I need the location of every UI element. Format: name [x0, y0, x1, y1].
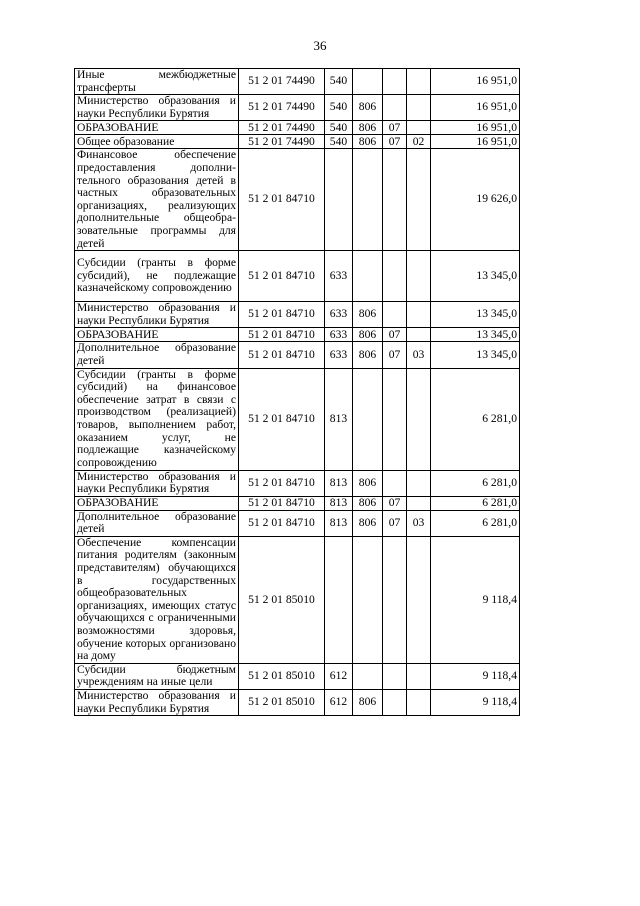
table-row	[75, 302, 520, 328]
expense-type-code-cell: 813	[325, 368, 353, 470]
table-row	[75, 69, 520, 95]
expense-type-code-cell	[325, 536, 353, 663]
amount-cell: 16 951,0	[431, 95, 520, 121]
table-row	[75, 470, 520, 496]
table-row	[75, 342, 520, 368]
amount-cell: 13 345,0	[431, 328, 520, 342]
expense-type-code-cell: 633	[325, 342, 353, 368]
subsection-code-cell	[407, 121, 431, 135]
amount-cell: 9 118,4	[431, 663, 520, 689]
expense-type-code-cell: 540	[325, 95, 353, 121]
table-row	[75, 496, 520, 510]
subsection-code-cell	[407, 536, 431, 663]
ministry-code-cell: 806	[353, 470, 383, 496]
ministry-code-cell: 806	[353, 496, 383, 510]
subsection-code-cell	[407, 328, 431, 342]
ministry-code-cell: 806	[353, 328, 383, 342]
target-article-code-cell: 51 2 01 74490	[239, 135, 325, 149]
expense-type-code-cell: 612	[325, 690, 353, 716]
target-article-code-cell: 51 2 01 84710	[239, 328, 325, 342]
subsection-code-cell	[407, 496, 431, 510]
row-name-cell: Финансовое обеспечение предоставления дополнительного образования детей в частных образовательных организациях, реализующих дополнительные общеобразовательные программы для детей	[75, 149, 239, 251]
row-name-cell: Министерство образования и науки Республики Бурятия	[75, 95, 239, 121]
table-row	[75, 536, 520, 663]
table-row	[75, 251, 520, 302]
amount-cell: 16 951,0	[431, 69, 520, 95]
ministry-code-cell	[353, 663, 383, 689]
row-name-cell: Общее образование	[75, 135, 239, 149]
budget-table	[74, 68, 520, 716]
amount-cell: 13 345,0	[431, 251, 520, 302]
table-row	[75, 135, 520, 149]
section-code-cell	[383, 251, 407, 302]
expense-type-code-cell: 540	[325, 135, 353, 149]
target-article-code-cell: 51 2 01 84710	[239, 368, 325, 470]
ministry-code-cell	[353, 368, 383, 470]
expense-type-code-cell: 612	[325, 663, 353, 689]
amount-cell: 6 281,0	[431, 368, 520, 470]
ministry-code-cell	[353, 251, 383, 302]
target-article-code-cell: 51 2 01 74490	[239, 121, 325, 135]
subsection-code-cell	[407, 251, 431, 302]
section-code-cell	[383, 95, 407, 121]
expense-type-code-cell: 813	[325, 470, 353, 496]
subsection-code-cell	[407, 302, 431, 328]
expense-type-code-cell: 540	[325, 121, 353, 135]
subsection-code-cell: 02	[407, 135, 431, 149]
table-row	[75, 690, 520, 716]
expense-type-code-cell: 540	[325, 69, 353, 95]
row-name-cell: Субсидии бюджетным учреждениям на иные цели	[75, 663, 239, 689]
target-article-code-cell: 51 2 01 74490	[239, 69, 325, 95]
row-name-cell: Министерство образования и науки Республики Бурятия	[75, 470, 239, 496]
target-article-code-cell: 51 2 01 85010	[239, 663, 325, 689]
target-article-code-cell: 51 2 01 84710	[239, 470, 325, 496]
ministry-code-cell	[353, 536, 383, 663]
amount-cell: 6 281,0	[431, 496, 520, 510]
table-row	[75, 149, 520, 251]
row-name-cell: ОБРАЗОВАНИЕ	[75, 496, 239, 510]
table-row	[75, 510, 520, 536]
section-code-cell	[383, 536, 407, 663]
section-code-cell	[383, 470, 407, 496]
ministry-code-cell: 806	[353, 135, 383, 149]
section-code-cell: 07	[383, 496, 407, 510]
section-code-cell	[383, 149, 407, 251]
table-row	[75, 95, 520, 121]
ministry-code-cell: 806	[353, 690, 383, 716]
subsection-code-cell	[407, 663, 431, 689]
expense-type-code-cell: 813	[325, 496, 353, 510]
row-name-cell: ОБРАЗОВАНИЕ	[75, 121, 239, 135]
section-code-cell: 07	[383, 342, 407, 368]
section-code-cell	[383, 302, 407, 328]
subsection-code-cell	[407, 69, 431, 95]
section-code-cell: 07	[383, 121, 407, 135]
target-article-code-cell: 51 2 01 84710	[239, 302, 325, 328]
row-name-cell: Субсидии (гранты в форме субсидий) на финансовое обеспечение затрат в связи с производством (реализацией) товаров, выполнением работ, оказанием услуг, не подлежащие казначейскому сопровождению	[75, 368, 239, 470]
expense-type-code-cell: 633	[325, 251, 353, 302]
ministry-code-cell: 806	[353, 510, 383, 536]
target-article-code-cell: 51 2 01 84710	[239, 251, 325, 302]
row-name-cell: Иные межбюджетные трансферты	[75, 69, 239, 95]
amount-cell: 19 626,0	[431, 149, 520, 251]
expense-type-code-cell: 633	[325, 302, 353, 328]
row-name-cell: Министерство образования и науки Республики Бурятия	[75, 690, 239, 716]
budget-table-body	[75, 69, 520, 716]
row-name-cell: Субсидии (гранты в форме субсидий), не подлежащие казначейскому сопровождению	[75, 251, 239, 302]
amount-cell: 16 951,0	[431, 135, 520, 149]
subsection-code-cell	[407, 149, 431, 251]
row-name-cell: Министерство образования и науки Республики Бурятия	[75, 302, 239, 328]
target-article-code-cell: 51 2 01 85010	[239, 690, 325, 716]
target-article-code-cell: 51 2 01 84710	[239, 496, 325, 510]
amount-cell: 6 281,0	[431, 470, 520, 496]
ministry-code-cell	[353, 69, 383, 95]
expense-type-code-cell	[325, 149, 353, 251]
amount-cell: 13 345,0	[431, 302, 520, 328]
ministry-code-cell	[353, 149, 383, 251]
table-row	[75, 663, 520, 689]
section-code-cell	[383, 690, 407, 716]
amount-cell: 9 118,4	[431, 690, 520, 716]
subsection-code-cell	[407, 368, 431, 470]
subsection-code-cell	[407, 690, 431, 716]
target-article-code-cell: 51 2 01 84710	[239, 149, 325, 251]
section-code-cell: 07	[383, 135, 407, 149]
section-code-cell	[383, 368, 407, 470]
amount-cell: 13 345,0	[431, 342, 520, 368]
subsection-code-cell	[407, 470, 431, 496]
ministry-code-cell: 806	[353, 95, 383, 121]
ministry-code-cell: 806	[353, 342, 383, 368]
section-code-cell: 07	[383, 510, 407, 536]
amount-cell: 6 281,0	[431, 510, 520, 536]
table-row	[75, 121, 520, 135]
target-article-code-cell: 51 2 01 84710	[239, 510, 325, 536]
page-number: 36	[313, 38, 327, 53]
target-article-code-cell: 51 2 01 74490	[239, 95, 325, 121]
subsection-code-cell	[407, 95, 431, 121]
row-name-cell: ОБРАЗОВАНИЕ	[75, 328, 239, 342]
row-name-cell: Обеспечение компенсации питания родителям (законным представителям) обучающихся в государственных общеобразовательных организациях, имеющих статус обучающихся с ограниченными возможностями здоровья, обучение которых организовано на дому	[75, 536, 239, 663]
subsection-code-cell: 03	[407, 342, 431, 368]
expense-type-code-cell: 633	[325, 328, 353, 342]
table-row	[75, 328, 520, 342]
target-article-code-cell: 51 2 01 85010	[239, 536, 325, 663]
ministry-code-cell: 806	[353, 121, 383, 135]
subsection-code-cell: 03	[407, 510, 431, 536]
section-code-cell	[383, 663, 407, 689]
amount-cell: 9 118,4	[431, 536, 520, 663]
amount-cell: 16 951,0	[431, 121, 520, 135]
section-code-cell	[383, 69, 407, 95]
table-row	[75, 368, 520, 470]
section-code-cell: 07	[383, 328, 407, 342]
row-name-cell: Дополнительное образование детей	[75, 510, 239, 536]
expense-type-code-cell: 813	[325, 510, 353, 536]
target-article-code-cell: 51 2 01 84710	[239, 342, 325, 368]
row-name-cell: Дополнительное образование детей	[75, 342, 239, 368]
ministry-code-cell: 806	[353, 302, 383, 328]
